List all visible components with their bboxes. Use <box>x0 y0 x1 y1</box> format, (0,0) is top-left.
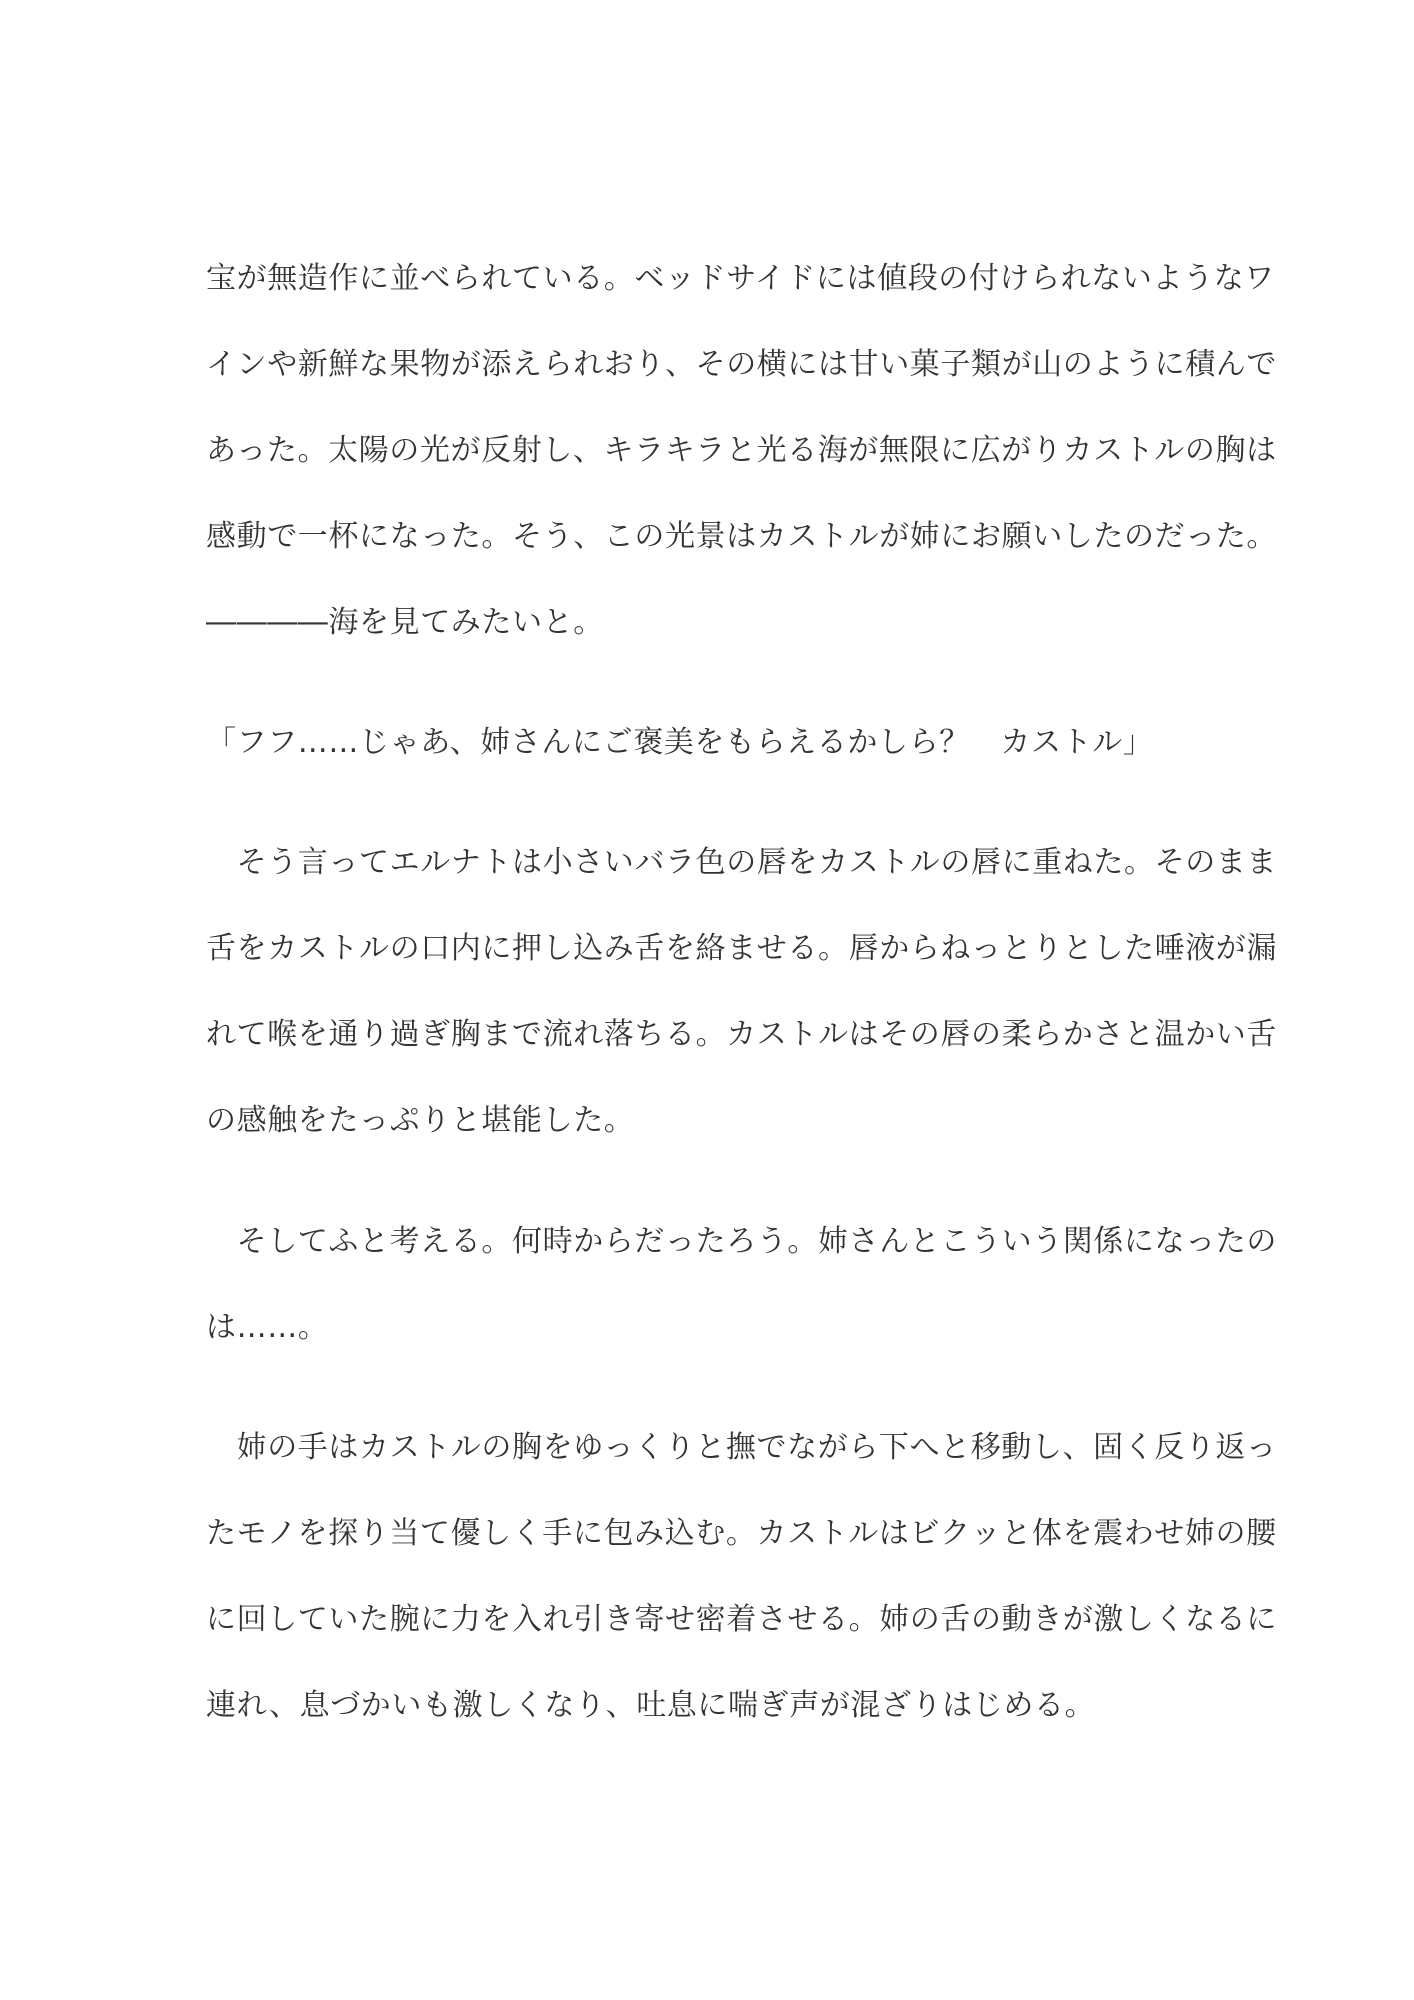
dialogue-line: 「フフ……じゃあ、姉さんにご褒美をもらえるかしら？ カストル」 <box>206 725 1154 760</box>
text-line: ――――海を見てみたいと。 <box>206 605 604 640</box>
text-line: 舌をカストルの口内に押し込み舌を絡ませる。唇からねっとりとした唾液が漏 <box>206 931 1277 966</box>
text-line: 感動で一杯になった。そう、この光景はカストルが姉にお願いしたのだった。 <box>206 519 1277 554</box>
text-line: あった。太陽の光が反射し、キラキラと光る海が無限に広がりカストルの胸は <box>206 433 1277 468</box>
text-line: は……。 <box>206 1310 329 1345</box>
text-line: 連れ、息づかいも激しくなり、吐息に喘ぎ声が混ざりはじめる。 <box>206 1688 1096 1723</box>
text-line: 姉の手はカストルの胸をゆっくりと撫でながら下へと移動し、固く反り返っ <box>206 1430 1277 1465</box>
text-line: れて喉を通り過ぎ胸まで流れ落ちる。カストルはその唇の柔らかさと温かい舌 <box>206 1017 1277 1052</box>
text-line: たモノを探り当て優しく手に包み込む。カストルはビクッと体を震わせ姉の腰 <box>206 1516 1277 1551</box>
text-line: そしてふと考える。何時からだったろう。姉さんとこういう関係になったの <box>206 1224 1277 1259</box>
text-line: インや新鮮な果物が添えられおり、その横には甘い菓子類が山のように積んで <box>206 347 1277 382</box>
text-line: そう言ってエルナトは小さいバラ色の唇をカストルの唇に重ねた。そのまま <box>206 845 1277 880</box>
text-line: の感触をたっぷりと堪能した。 <box>206 1103 635 1138</box>
text-line: 宝が無造作に並べられている。ベッドサイドには値段の付けられないようなワ <box>206 261 1275 296</box>
text-line: に回していた腕に力を入れ引き寄せ密着させる。姉の舌の動きが激しくなるに <box>206 1602 1277 1637</box>
